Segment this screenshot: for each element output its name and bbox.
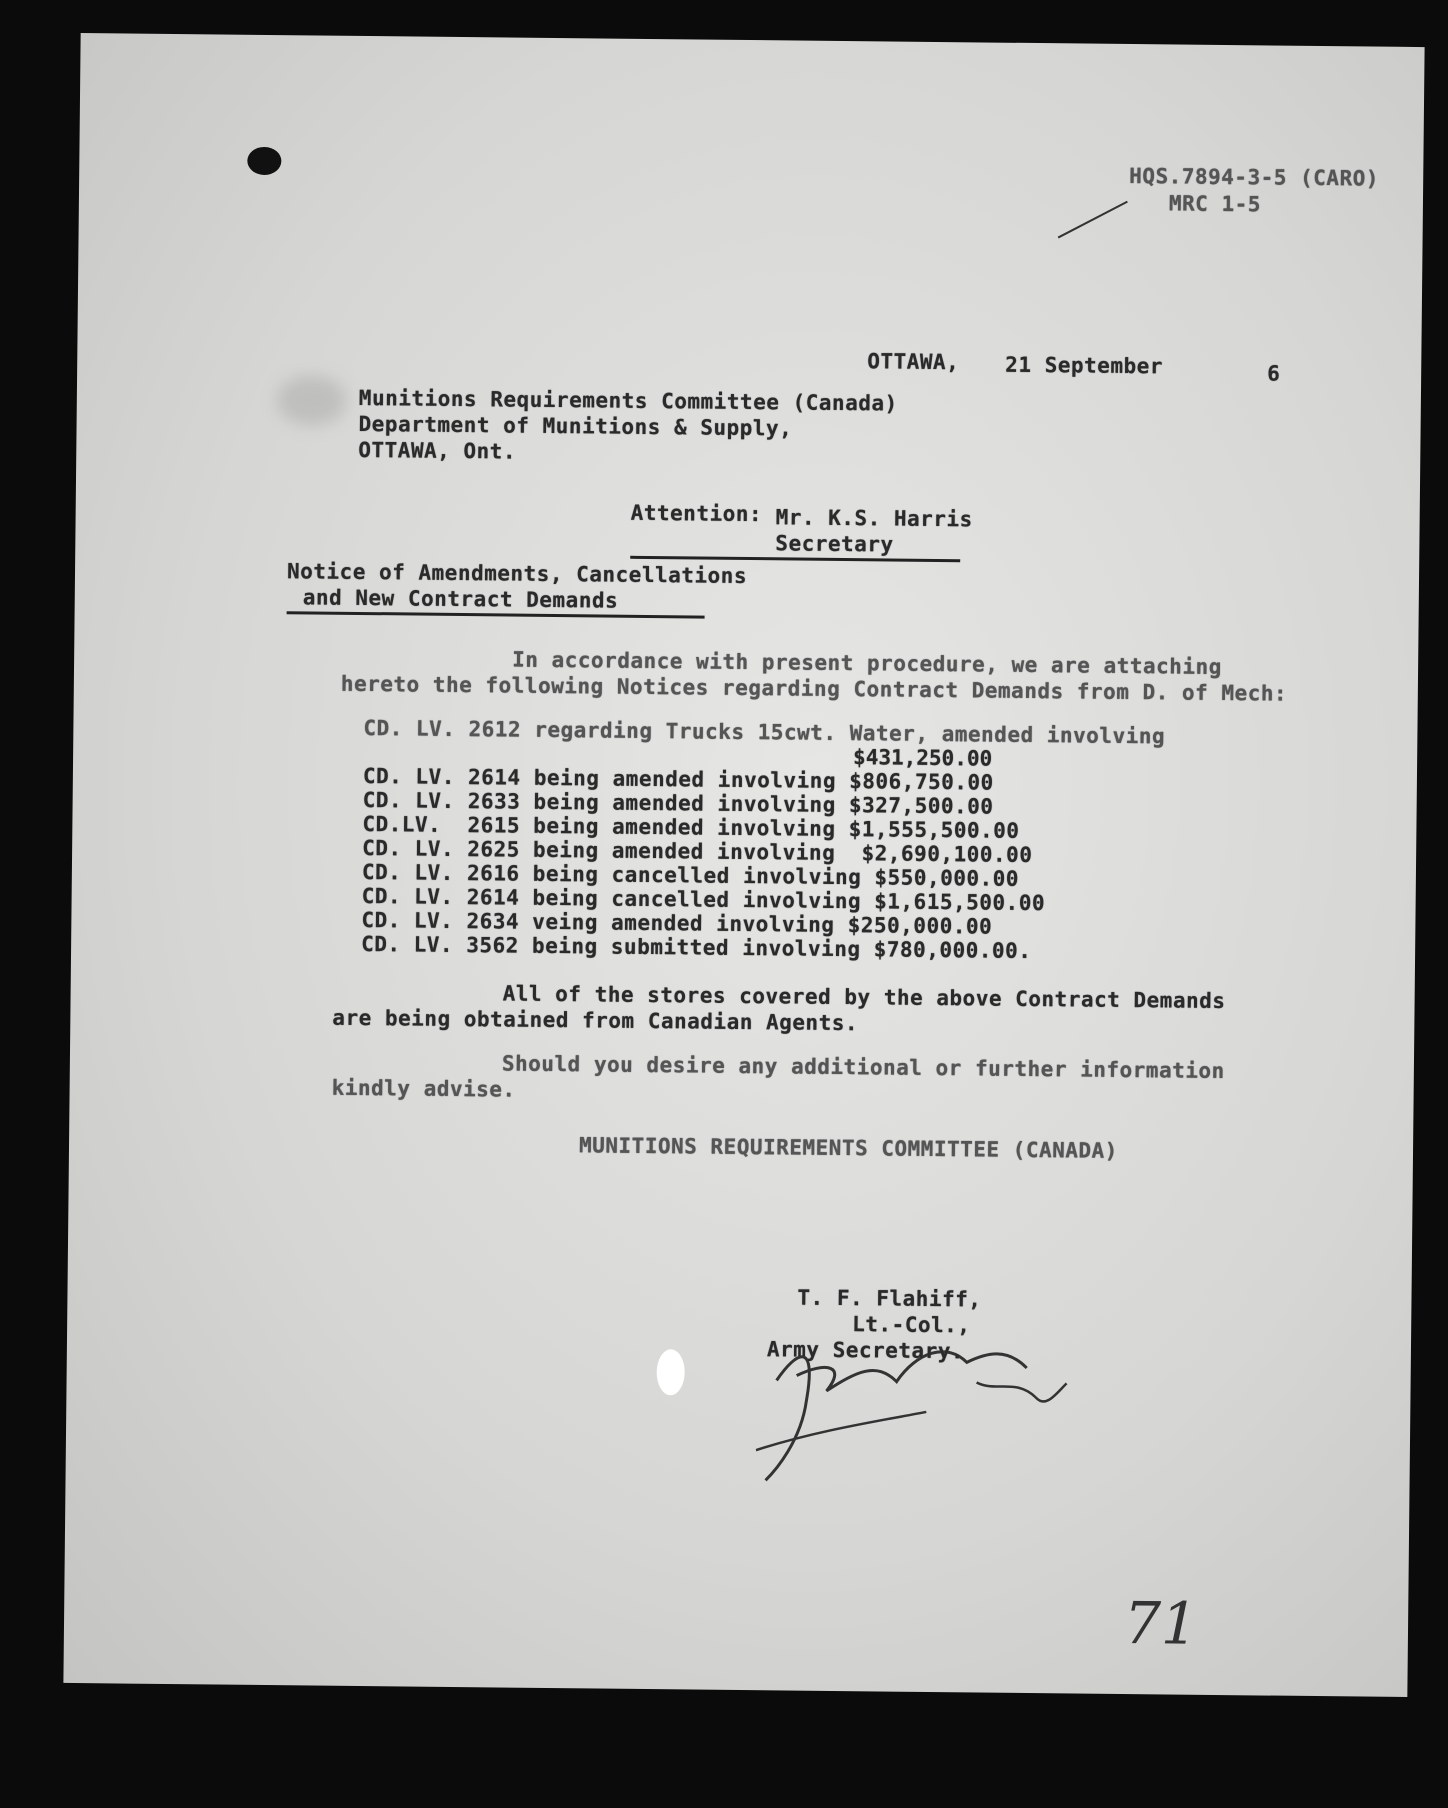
attention-underline: [630, 556, 960, 562]
file-ref-line2: MRC 1-5: [1168, 191, 1262, 217]
demand-item: CD. LV. 2633 being amended involving $327,500.00: [362, 788, 994, 819]
closing-para3-line2: kindly advise.: [331, 1075, 516, 1102]
attention-label: Attention:: [630, 500, 763, 527]
dateline-date: 21 September: [1005, 352, 1164, 379]
demand-first-amount: $431,250.00: [853, 745, 993, 771]
file-ref-line1: HQS.7894-3-5 (CARO): [1129, 163, 1380, 191]
signatory-position: Army Secretary.: [766, 1337, 965, 1364]
demand-item: CD. LV. 2616 being cancelled involving $550,000.00: [361, 859, 1020, 891]
dateline-place: OTTAWA,: [867, 349, 960, 375]
closing-para3-line1: Should you desire any additional or further information: [501, 1051, 1225, 1084]
pencil-slash-mark: [1058, 201, 1128, 239]
subject-line1: Notice of Amendments, Cancellations: [286, 559, 748, 589]
addressee-line3: OTTAWA, Ont.: [358, 437, 517, 464]
demand-item: CD.LV. 2615 being amended involving $1,555,500.00: [362, 812, 1020, 843]
demand-item: CD. LV. 2625 being amended involving $2,690,100.00: [362, 836, 1033, 868]
addressee-line2: Department of Munitions & Supply,: [358, 411, 793, 441]
signatory-name: T. F. Flahiff,: [797, 1285, 982, 1312]
demand-item: CD. LV. 2614 being cancelled involving $1,615,500.00: [361, 883, 1046, 916]
signature-org: MUNITIONS REQUIREMENTS COMMITTEE (CANADA): [578, 1133, 1119, 1163]
closing-para2-line1: All of the stores covered by the above Contract Demands: [502, 981, 1226, 1014]
punch-hole: [247, 147, 281, 175]
paper-damage-spot: [656, 1349, 684, 1395]
demand-item: CD. LV. 2634 veing amended involving $250,000.00: [361, 907, 993, 939]
stain-mark: [277, 375, 348, 426]
closing-para2-line2: are being obtained from Canadian Agents.: [332, 1005, 859, 1036]
document-sheet: [63, 33, 1424, 1697]
attention-name: Mr. K.S. Harris: [775, 505, 973, 532]
addressee-line1: Munitions Requirements Committee (Canada): [358, 385, 898, 416]
attention-title: Secretary: [775, 531, 894, 557]
page-number-handwritten: 71: [1123, 1589, 1199, 1658]
demand-item: CD. LV. 3562 being submitted involving $780,000.00.: [361, 931, 1032, 964]
body-para1-line2: hereto the following Notices regarding Contract Demands from D. of Mech:: [340, 671, 1288, 706]
body-para1-line1: In accordance with present procedure, we are attaching: [512, 647, 1222, 679]
demand-item: CD. LV. 2614 being amended involving $806,750.00: [362, 764, 994, 795]
demand-first-line: CD. LV. 2612 regarding Trucks 15cwt. Water, amended involving: [363, 716, 1166, 749]
subject-underline: [287, 611, 705, 618]
signatory-rank: Lt.-Col.,: [852, 1312, 971, 1338]
dateline-year: 6: [1267, 361, 1281, 386]
subject-line2: and New Contract Demands: [302, 585, 619, 613]
